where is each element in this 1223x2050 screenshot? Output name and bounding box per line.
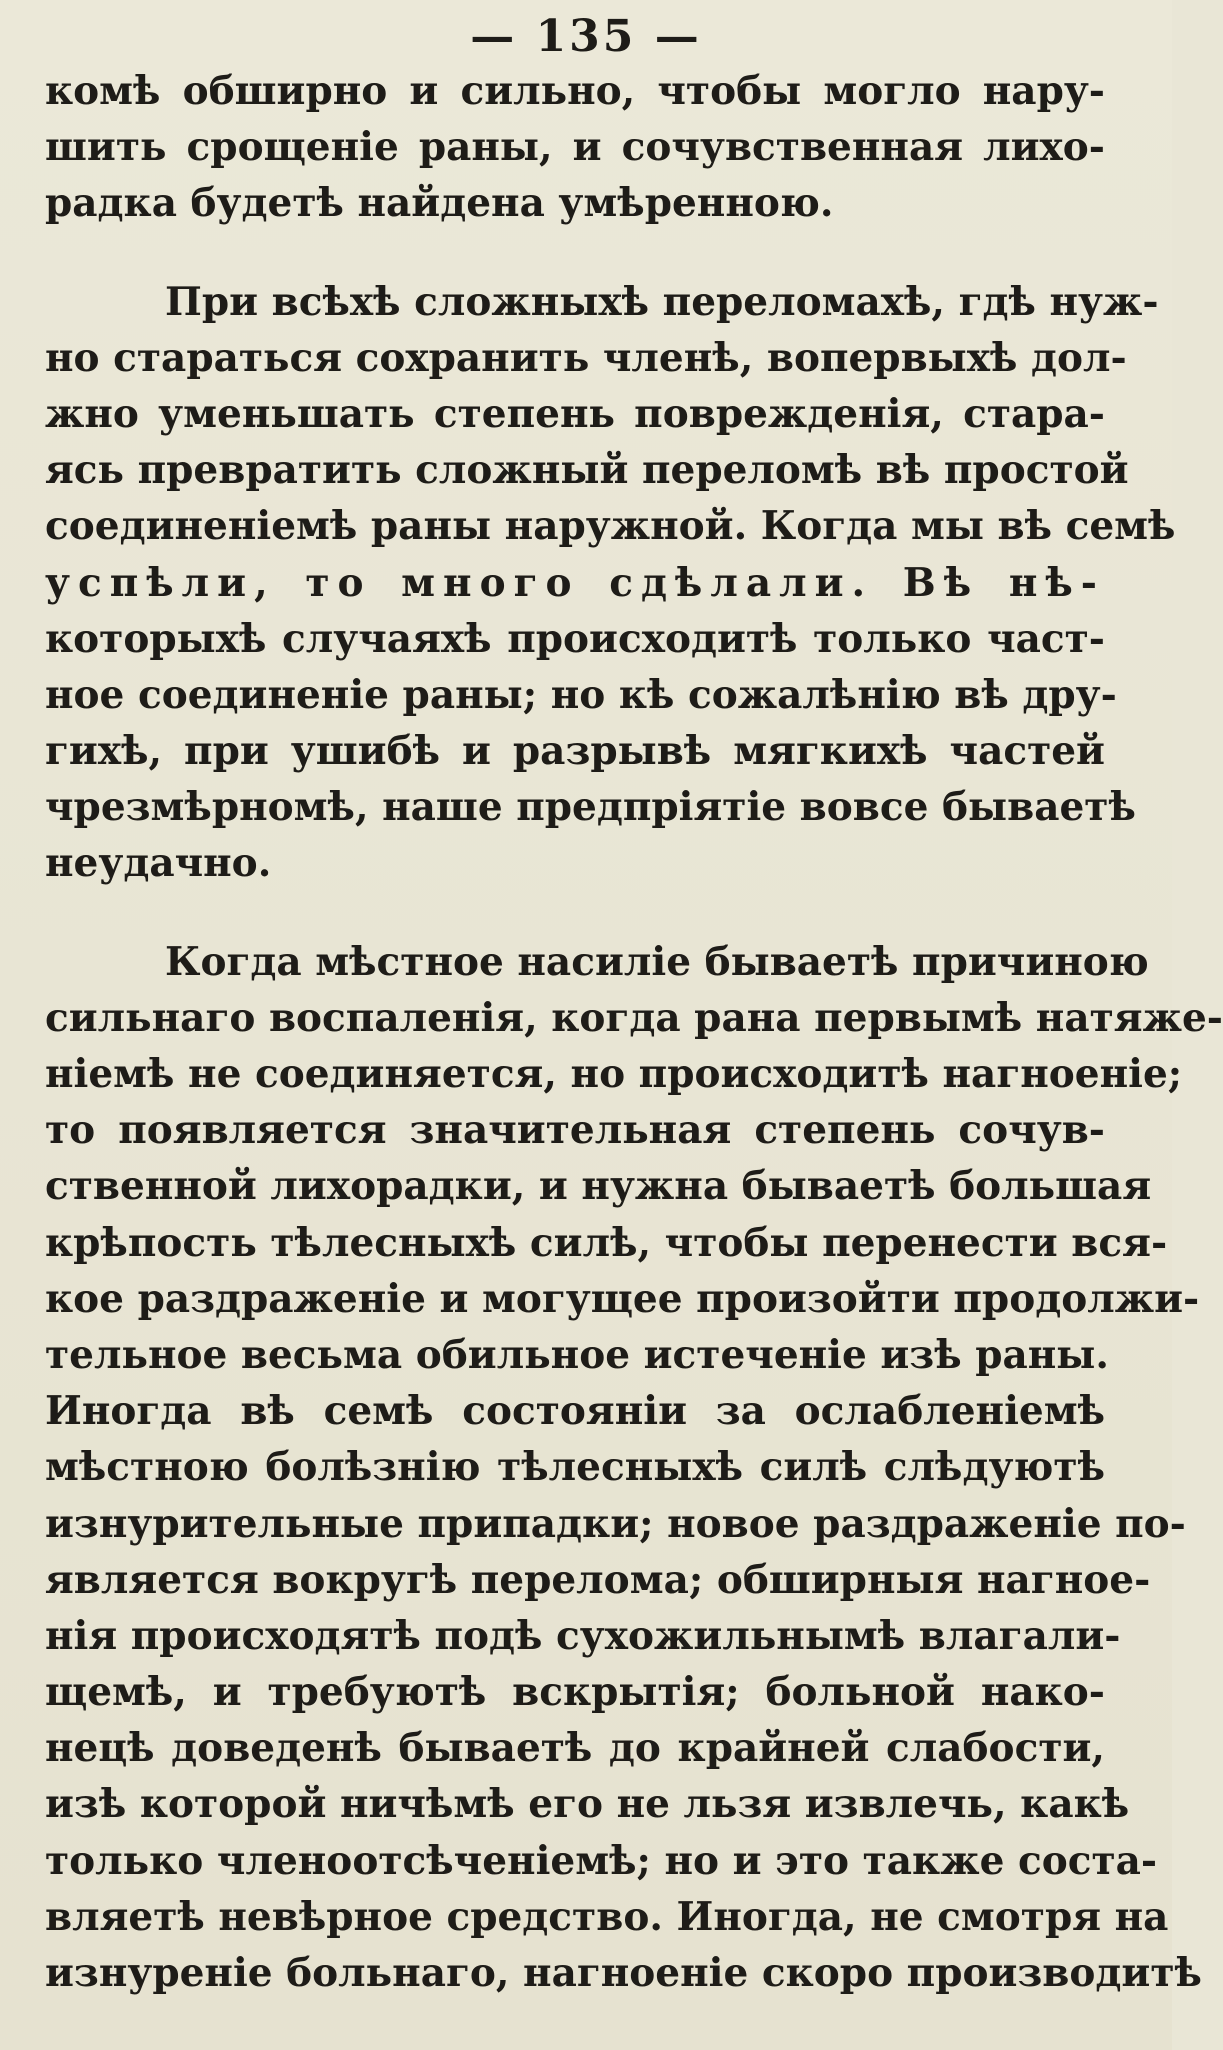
text-line: шить срощеніе раны, и сочувственная лихо- xyxy=(45,124,1105,171)
text-line: При всѣхѣ сложныхѣ переломахѣ, гдѣ нуж- xyxy=(165,278,1159,325)
text-line: ное соединеніе раны; но кѣ сожалѣнію вѣ дру- xyxy=(45,671,1117,718)
text-line: кое раздраженіе и могущее произойти продолжи- xyxy=(45,1275,1200,1322)
text-line: ніемѣ не соединяется, но происходитѣ нагноеніе; xyxy=(45,1051,1183,1097)
text-line: нецѣ доведенѣ бываетѣ до крайней слабости, xyxy=(45,1725,1105,1772)
text-line: то появляется значительная степень сочув- xyxy=(45,1107,1105,1154)
text-line: крѣпость тѣлесныхѣ силѣ, чтобы перенести вся- xyxy=(45,1219,1168,1266)
text-line: жно уменьшать степень поврежденія, стара- xyxy=(45,390,1105,437)
text-line: ясь превратить сложный переломѣ вѣ простой xyxy=(45,447,1129,494)
paragraph-2 xyxy=(45,274,1176,892)
text-line: ственной лихорадки, и нужна бываетѣ большая xyxy=(45,1163,1152,1210)
text-line: гихѣ, при ушибѣ и разрывѣ мягкихѣ частей xyxy=(45,728,1105,775)
paragraph-3 xyxy=(45,934,1223,2002)
text-line: изѣ которой ничѣмѣ его не льзя извлечь, какѣ xyxy=(45,1781,1130,1828)
text-line: тельное весьма обильное истеченіе изѣ раны. xyxy=(45,1331,1109,1378)
body-text xyxy=(45,63,1223,2001)
text-line: Иногда вѣ семѣ состояніи за ослабленіемѣ xyxy=(45,1388,1105,1435)
text-line: которыхѣ случаяхѣ происходитѣ только част- xyxy=(45,615,1105,662)
text-line: сильнаго воспаленія, когда рана первымѣ натяже- xyxy=(45,994,1223,1041)
text-line: радка будетѣ найдена умѣренною. xyxy=(45,180,834,227)
text-line: щемѣ, и требуютѣ вскрытія; больной нако- xyxy=(45,1669,1105,1716)
text-line: комѣ обширно и сильно, чтобы могло нару- xyxy=(45,68,1105,114)
text-line: успѣли, то много сдѣлали. Вѣ нѣ- xyxy=(45,559,1105,606)
text-line: только членоотсѣченіемѣ; но и это также соста- xyxy=(45,1837,1158,1884)
text-line: Когда мѣстное насиліе бываетѣ причиною xyxy=(165,938,1149,985)
text-line: неудачно. xyxy=(45,840,272,887)
text-line: изнурительные припадки; новое раздраженіе по- xyxy=(45,1500,1186,1547)
text-line: мѣстною болѣзнію тѣлесныхѣ силѣ слѣдуютѣ xyxy=(45,1444,1105,1491)
paragraph-1 xyxy=(45,63,1105,232)
text-line: изнуреніе больнаго, нагноеніе скоро производитѣ xyxy=(45,1950,1202,1996)
text-line: чрезмѣрномѣ, наше предпріятіе вовсе бываетѣ xyxy=(45,784,1136,831)
text-line: соединеніемѣ раны наружной. Когда мы вѣ семѣ xyxy=(45,503,1176,550)
text-line: нія происходятѣ подѣ сухожильнымѣ влагали- xyxy=(45,1612,1121,1659)
page-number: — 135 — xyxy=(470,11,702,62)
text-line: является вокругѣ перелома; обширныя нагное- xyxy=(45,1556,1151,1603)
text-line: но стараться сохранить членѣ, вопервыхѣ дол- xyxy=(45,334,1127,381)
text-line: вляетѣ невѣрное средство. Иногда, не смотря на xyxy=(45,1893,1169,1940)
